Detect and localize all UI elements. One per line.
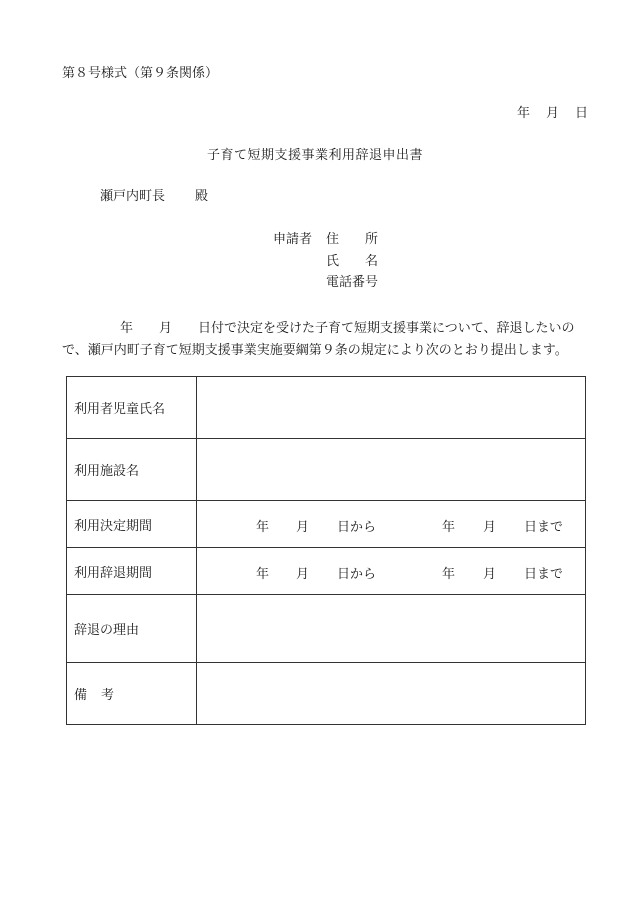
addressee-name: 瀬戸内町長 <box>100 189 166 204</box>
period-year-start: 年 <box>256 520 270 535</box>
table-row <box>67 439 586 501</box>
date-day: 日 <box>574 106 588 121</box>
table-row <box>67 548 586 595</box>
table-row <box>67 595 586 663</box>
body-paragraph <box>62 318 592 362</box>
details-table <box>66 376 586 725</box>
body-text: 日付で決定を受けた子育て短期支援事業について、辞退したいので、瀬戸内町子育て短期支援事業実施要綱第９条の規定により次のとおり提出します。 <box>62 321 575 358</box>
period-month-start: 月 <box>296 567 310 582</box>
period-day-start: 日から <box>337 520 377 535</box>
period-month-start: 月 <box>296 520 310 535</box>
facility-name-field[interactable] <box>197 439 586 501</box>
period-year-start: 年 <box>256 567 270 582</box>
addressee-suffix: 殿 <box>195 189 209 204</box>
addressee <box>100 189 208 205</box>
period-day-end: 日まで <box>524 520 564 535</box>
period-year-end: 年 <box>442 520 456 535</box>
withdrawal-period-field[interactable] <box>197 548 586 595</box>
name-char-2: 名 <box>364 254 378 269</box>
row-label: 利用辞退期間 <box>67 548 197 595</box>
applicant-address-label <box>326 232 378 248</box>
form-number: 第８号様式（第９条関係） <box>62 66 219 81</box>
row-label: 利用者児童氏名 <box>67 377 197 439</box>
period-month-end: 月 <box>483 520 497 535</box>
row-label: 辞退の理由 <box>67 595 197 663</box>
date-year: 年 <box>516 106 530 121</box>
name-char-1: 氏 <box>326 254 340 269</box>
date-month: 月 <box>545 106 559 121</box>
period-year-end: 年 <box>442 567 456 582</box>
period-day-start: 日から <box>337 567 377 582</box>
applicant-label: 申請者 <box>273 232 313 247</box>
remarks-field[interactable] <box>197 663 586 725</box>
table-row <box>67 377 586 439</box>
address-char-1: 住 <box>326 232 340 247</box>
table-row <box>67 663 586 725</box>
table-row <box>67 501 586 548</box>
address-char-2: 所 <box>364 232 378 247</box>
reason-field[interactable] <box>197 595 586 663</box>
row-label: 備考 <box>67 663 197 725</box>
date-line <box>517 106 588 122</box>
applicant-phone-label: 電話番号 <box>326 275 379 290</box>
document-title: 子育て短期支援事業利用辞退申出書 <box>206 148 423 163</box>
period-month-end: 月 <box>483 567 497 582</box>
period-day-end: 日まで <box>524 567 564 582</box>
row-label: 利用施設名 <box>67 439 197 501</box>
body-month: 月 <box>159 321 173 336</box>
applicant-name-label <box>326 254 378 270</box>
body-year: 年 <box>120 321 134 336</box>
child-name-field[interactable] <box>197 377 586 439</box>
decision-period-field[interactable] <box>197 501 586 548</box>
row-label: 利用決定期間 <box>67 501 197 548</box>
